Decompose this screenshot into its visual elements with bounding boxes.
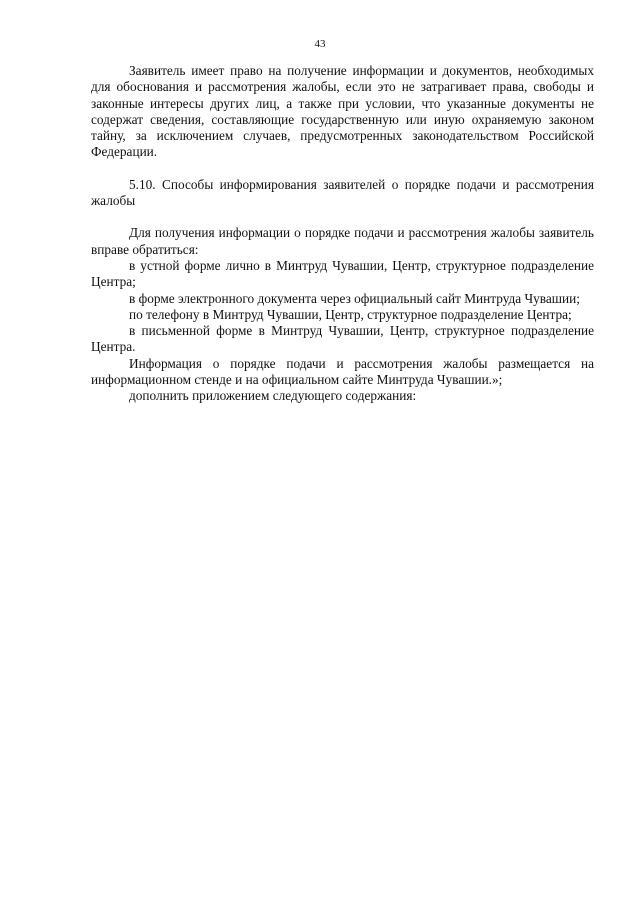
paragraph-applicant-rights: Заявитель имеет право на получение информации и документов, необходимых для обоснования и рассмотрения жалобы, если это не затрагивает права, свободы и законные интересы других лиц, а также при условии, что указанные документы не содержат сведения, составляющие государственную или иную охраняемую законом тайну, за исключением случаев, предусмотренных законодательством Российской Федерации.: [91, 63, 594, 160]
list-item-written: в письменной форме в Минтруд Чувашии, Центр, структурное подразделение Центра.: [91, 323, 594, 355]
section-heading-5-10: 5.10. Способы информирования заявителей о порядке подачи и рассмотрения жалобы: [91, 176, 594, 209]
paragraph-info-placement: Информация о порядке подачи и рассмотрения жалобы размещается на информационном стенде и на официальном сайте Минтруда Чувашии.»;: [91, 355, 594, 388]
page-number: 43: [314, 38, 326, 50]
list-item-oral: в устной форме лично в Минтруд Чувашии, Центр, структурное подразделение Центра;: [91, 257, 594, 290]
list-item-electronic: в форме электронного документа через официальный сайт Минтруда Чувашии;: [129, 290, 580, 306]
paragraph-gap: [91, 161, 594, 177]
document-body: [91, 63, 594, 405]
paragraph-info-intro: Для получения информации о порядке подачи и рассмотрения жалобы заявитель вправе обратиться:: [91, 225, 594, 257]
list-item-phone: по телефону в Минтруд Чувашии, Центр, структурное подразделение Центра;: [129, 306, 572, 322]
paragraph-appendix-note: дополнить приложением следующего содержания:: [129, 388, 417, 404]
paragraph-gap: [91, 209, 594, 225]
